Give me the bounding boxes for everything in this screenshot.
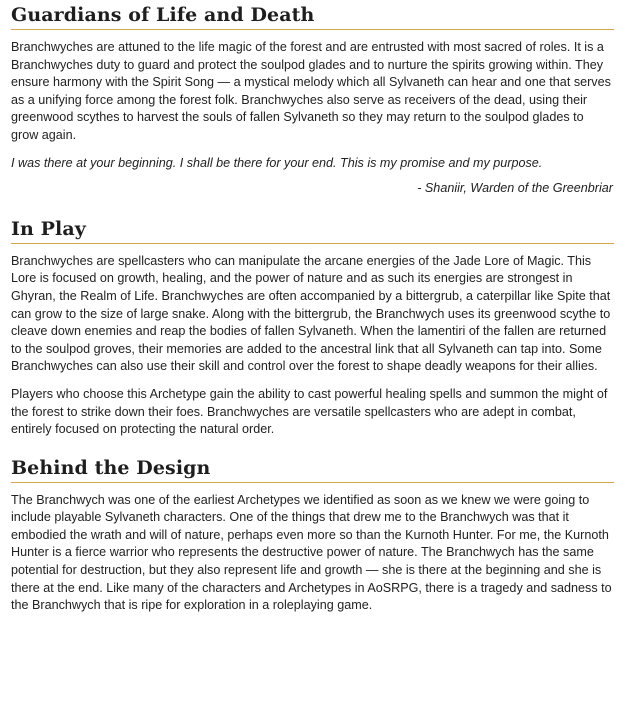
- section-behind-the-design: [11, 453, 614, 615]
- section-guardians: [11, 0, 614, 198]
- body-paragraph: The Branchwych was one of the earliest Archetypes we identified as soon as we knew we were going to include playable Sylvaneth characters. One of the things that drew me to the Branchwych was that it embodied the wrath and will of nature, perhaps even more so than the Kurnoth Hunter. For me, the Kurnoth Hunter is a fierce warrior who represents the destructive power of nature. The Branchwych has the same potential for destruction, but they also represent life and growth — she is there at the beginning and she is there at the end. Like many of the characters and Archetypes in AoSRPG, there is a tragedy and sadness to the Branchwych that is ripe for exploration in a roleplaying game.: [11, 492, 612, 613]
- body-paragraph: Players who choose this Archetype gain the ability to cast powerful healing spells and summon the might of the forest to strike down their foes. Branchwyches are versatile spellcasters who are adept in combat, entirely focused on protecting the natural order.: [11, 386, 608, 437]
- quote-text: I was there at your beginning. I shall be there for your end. This is my promise and my purpose.: [11, 155, 543, 170]
- body-paragraph: Branchwyches are attuned to the life magic of the forest and are entrusted with most sacred of roles. It is a Branchwyches duty to guard and protect the soulpod glades and to nurture the spirits growing within. They ensure harmony with the Spirit Song — a mystical melody which all Sylvaneth can hear and one that serves as a unifying force among the forest folk. Branchwyches also serve as receivers of the dead, using their greenwood scythes to harvest the souls of fallen Sylvaneth so they may return to the soulpod glades to grow again.: [11, 40, 611, 142]
- section-heading: Behind the Design: [11, 453, 614, 483]
- section-heading: In Play: [11, 214, 614, 244]
- section-in-play: [11, 214, 614, 439]
- section-spacer: [11, 439, 614, 453]
- section-spacer: [11, 198, 614, 214]
- section-heading: Guardians of Life and Death: [11, 0, 614, 30]
- body-paragraph: Branchwyches are spellcasters who can manipulate the arcane energies of the Jade Lore of Magic. This Lore is focused on growth, healing, and the power of nature and as such its energies are strongest in Ghyran, the Realm of Life. Branchwyches are often accompanied by a bittergrub, a caterpillar like Spite that can grow to the size of large snake. Along with the bittergrub, the Branchwych uses its greenwood scythe to cleave down enemies and reap the bodies of fallen Sylvaneth. When the lamentiri of the fallen are returned to the soulpod groves, their memories are added to the ancestral link that all Sylvaneth can tap into. Some Branchwyches can also use their skill and control over the forest to shape deadly weapons for their allies.: [11, 253, 611, 374]
- quote-attribution: - Shaniir, Warden of the Greenbriar: [417, 181, 613, 196]
